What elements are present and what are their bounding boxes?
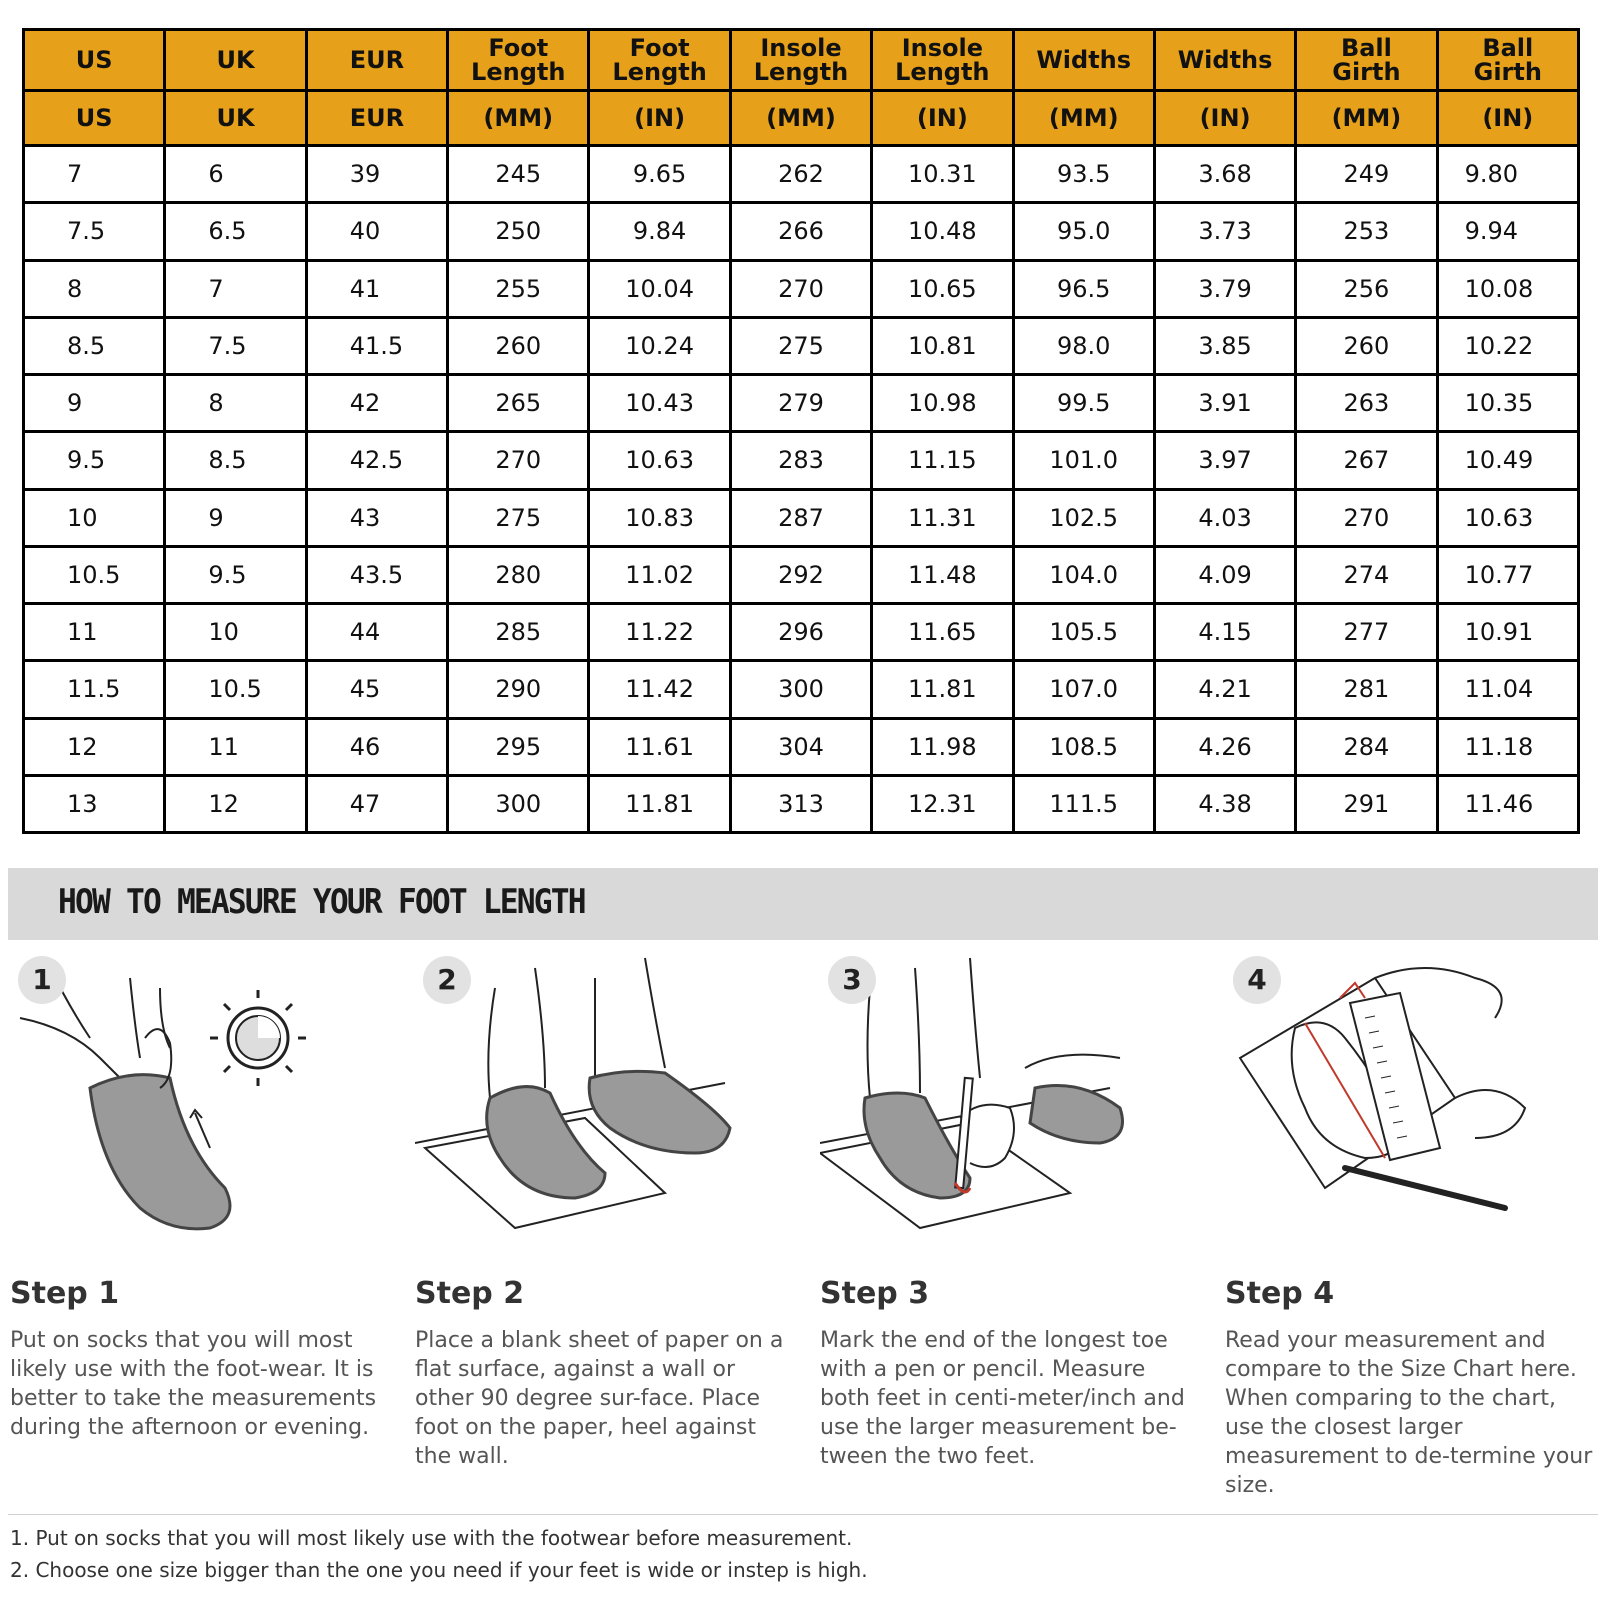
cell-foot-length-mm: 295 xyxy=(448,718,589,775)
header-row-units xyxy=(24,91,1579,146)
cell-foot-length-in: 11.22 xyxy=(589,604,730,661)
cell-ball-girth-mm: 260 xyxy=(1296,317,1437,374)
size-chart-table xyxy=(22,28,1580,834)
cell-eur: 42 xyxy=(306,375,447,432)
cell-ball-girth-in: 9.80 xyxy=(1437,146,1578,203)
cell-ball-girth-in: 11.18 xyxy=(1437,718,1578,775)
socks-illustration xyxy=(10,948,390,1248)
unit-header-uk: UK xyxy=(165,91,306,146)
cell-ball-girth-in: 10.49 xyxy=(1437,432,1578,489)
cell-widths-in: 4.21 xyxy=(1154,661,1295,718)
header-foot-length-in: Foot Length xyxy=(589,30,730,91)
unit-header-widths-in: (IN) xyxy=(1154,91,1295,146)
cell-ball-girth-mm: 263 xyxy=(1296,375,1437,432)
cell-insole-length-in: 11.31 xyxy=(872,489,1013,546)
unit-header-insole-length-in: (IN) xyxy=(872,91,1013,146)
cell-eur: 41.5 xyxy=(306,317,447,374)
header-widths-mm: Widths xyxy=(1013,30,1154,91)
cell-widths-in: 4.26 xyxy=(1154,718,1295,775)
cell-foot-length-in: 9.65 xyxy=(589,146,730,203)
cell-foot-length-in: 10.83 xyxy=(589,489,730,546)
cell-foot-length-mm: 285 xyxy=(448,604,589,661)
cell-foot-length-in: 10.63 xyxy=(589,432,730,489)
cell-eur: 43 xyxy=(306,489,447,546)
table-row xyxy=(24,317,1579,374)
cell-uk: 10 xyxy=(165,604,306,661)
cell-insole-length-in: 11.15 xyxy=(872,432,1013,489)
cell-widths-mm: 105.5 xyxy=(1013,604,1154,661)
unit-header-eur: EUR xyxy=(306,91,447,146)
cell-uk: 9 xyxy=(165,489,306,546)
clock-icon xyxy=(210,990,306,1086)
cell-insole-length-mm: 287 xyxy=(730,489,871,546)
cell-uk: 10.5 xyxy=(165,661,306,718)
cell-us: 7 xyxy=(24,146,165,203)
cell-eur: 45 xyxy=(306,661,447,718)
cell-ball-girth-in: 10.77 xyxy=(1437,546,1578,603)
step-4 xyxy=(1225,948,1600,1508)
unit-header-ball-girth-mm: (MM) xyxy=(1296,91,1437,146)
cell-widths-mm: 96.5 xyxy=(1013,260,1154,317)
cell-widths-in: 4.03 xyxy=(1154,489,1295,546)
cell-ball-girth-mm: 291 xyxy=(1296,775,1437,832)
header-row-top xyxy=(24,30,1579,91)
unit-header-insole-length-mm: (MM) xyxy=(730,91,871,146)
cell-foot-length-mm: 260 xyxy=(448,317,589,374)
header-us: US xyxy=(24,30,165,91)
header-eur: EUR xyxy=(306,30,447,91)
pencil-mark-illustration xyxy=(820,948,1200,1248)
cell-insole-length-mm: 266 xyxy=(730,203,871,260)
cell-foot-length-mm: 255 xyxy=(448,260,589,317)
cell-foot-length-mm: 300 xyxy=(448,775,589,832)
cell-eur: 44 xyxy=(306,604,447,661)
header-uk: UK xyxy=(165,30,306,91)
step-description: Mark the end of the longest toe with a pen or pencil. Measure both feet in centi-meter/inch and use the larger measurement be-tween the two feet. xyxy=(820,1328,1185,1469)
cell-us: 10.5 xyxy=(24,546,165,603)
cell-eur: 47 xyxy=(306,775,447,832)
cell-insole-length-mm: 262 xyxy=(730,146,871,203)
cell-uk: 11 xyxy=(165,718,306,775)
cell-foot-length-mm: 250 xyxy=(448,203,589,260)
cell-uk: 6 xyxy=(165,146,306,203)
table-header xyxy=(24,30,1579,146)
cell-widths-mm: 107.0 xyxy=(1013,661,1154,718)
cell-ball-girth-in: 11.46 xyxy=(1437,775,1578,832)
table-row xyxy=(24,546,1579,603)
header-ball-girth-mm: Ball Girth xyxy=(1296,30,1437,91)
cell-insole-length-mm: 279 xyxy=(730,375,871,432)
cell-ball-girth-in: 9.94 xyxy=(1437,203,1578,260)
unit-header-us: US xyxy=(24,91,165,146)
cell-ball-girth-mm: 249 xyxy=(1296,146,1437,203)
cell-ball-girth-in: 11.04 xyxy=(1437,661,1578,718)
cell-us: 8 xyxy=(24,260,165,317)
unit-header-widths-mm: (MM) xyxy=(1013,91,1154,146)
cell-widths-in: 3.97 xyxy=(1154,432,1295,489)
table-row xyxy=(24,203,1579,260)
cell-insole-length-in: 10.65 xyxy=(872,260,1013,317)
paper-illustration xyxy=(415,948,795,1248)
table-row xyxy=(24,432,1579,489)
cell-insole-length-in: 11.48 xyxy=(872,546,1013,603)
step-number-badge: 1 xyxy=(18,956,66,1004)
cell-insole-length-in: 10.31 xyxy=(872,146,1013,203)
cell-widths-mm: 102.5 xyxy=(1013,489,1154,546)
guide-title: HOW TO MEASURE YOUR FOOT LENGTH xyxy=(58,882,585,922)
cell-ball-girth-mm: 253 xyxy=(1296,203,1437,260)
step-number-badge: 3 xyxy=(828,956,876,1004)
step-title: Step 3 xyxy=(820,1276,930,1311)
cell-ball-girth-mm: 274 xyxy=(1296,546,1437,603)
cell-foot-length-in: 10.24 xyxy=(589,317,730,374)
table-body xyxy=(24,146,1579,833)
cell-foot-length-mm: 270 xyxy=(448,432,589,489)
cell-insole-length-mm: 313 xyxy=(730,775,871,832)
cell-widths-mm: 98.0 xyxy=(1013,317,1154,374)
step-number-badge: 4 xyxy=(1233,956,1281,1004)
cell-foot-length-in: 10.43 xyxy=(589,375,730,432)
cell-uk: 7.5 xyxy=(165,317,306,374)
cell-insole-length-mm: 275 xyxy=(730,317,871,374)
cell-insole-length-mm: 283 xyxy=(730,432,871,489)
header-ball-girth-in: Ball Girth xyxy=(1437,30,1578,91)
cell-uk: 12 xyxy=(165,775,306,832)
cell-eur: 43.5 xyxy=(306,546,447,603)
cell-foot-length-mm: 245 xyxy=(448,146,589,203)
cell-widths-in: 3.68 xyxy=(1154,146,1295,203)
cell-widths-in: 4.15 xyxy=(1154,604,1295,661)
cell-us: 12 xyxy=(24,718,165,775)
cell-widths-mm: 101.0 xyxy=(1013,432,1154,489)
cell-ball-girth-in: 10.08 xyxy=(1437,260,1578,317)
header-widths-in: Widths xyxy=(1154,30,1295,91)
unit-header-ball-girth-in: (IN) xyxy=(1437,91,1578,146)
cell-insole-length-in: 10.81 xyxy=(872,317,1013,374)
cell-widths-in: 3.79 xyxy=(1154,260,1295,317)
cell-insole-length-in: 11.98 xyxy=(872,718,1013,775)
cell-ball-girth-mm: 277 xyxy=(1296,604,1437,661)
cell-us: 9.5 xyxy=(24,432,165,489)
cell-insole-length-mm: 292 xyxy=(730,546,871,603)
step-description: Read your measurement and compare to the Size Chart here. When comparing to the chart, use the closest larger measurement to de-termine your size. xyxy=(1225,1328,1593,1498)
cell-widths-mm: 99.5 xyxy=(1013,375,1154,432)
cell-insole-length-in: 11.81 xyxy=(872,661,1013,718)
step-description: Put on socks that you will most likely use with the foot-wear. It is better to take the measurements during the afternoon or evening. xyxy=(10,1328,377,1440)
cell-widths-mm: 93.5 xyxy=(1013,146,1154,203)
cell-widths-mm: 111.5 xyxy=(1013,775,1154,832)
cell-insole-length-mm: 300 xyxy=(730,661,871,718)
cell-foot-length-in: 11.61 xyxy=(589,718,730,775)
note-size-up: 2. Choose one size bigger than the one you need if your feet is wide or instep is high. xyxy=(10,1558,868,1582)
cell-us: 8.5 xyxy=(24,317,165,374)
cell-widths-in: 4.09 xyxy=(1154,546,1295,603)
cell-foot-length-mm: 280 xyxy=(448,546,589,603)
table-row xyxy=(24,489,1579,546)
cell-foot-length-in: 11.02 xyxy=(589,546,730,603)
cell-uk: 9.5 xyxy=(165,546,306,603)
table-row xyxy=(24,146,1579,203)
cell-widths-in: 4.38 xyxy=(1154,775,1295,832)
step-1 xyxy=(10,948,390,1508)
table-row xyxy=(24,718,1579,775)
cell-us: 13 xyxy=(24,775,165,832)
cell-foot-length-in: 11.81 xyxy=(589,775,730,832)
step-description: Place a blank sheet of paper on a flat surface, against a wall or other 90 degree sur-face. Place foot on the paper, heel against the wall. xyxy=(415,1328,784,1469)
table-row xyxy=(24,661,1579,718)
header-insole-length-mm: Insole Length xyxy=(730,30,871,91)
cell-us: 11.5 xyxy=(24,661,165,718)
cell-uk: 8.5 xyxy=(165,432,306,489)
cell-ball-girth-mm: 281 xyxy=(1296,661,1437,718)
guide-banner xyxy=(8,868,1598,940)
cell-widths-mm: 104.0 xyxy=(1013,546,1154,603)
step-3 xyxy=(820,948,1200,1508)
cell-uk: 6.5 xyxy=(165,203,306,260)
note-socks: 1. Put on socks that you will most likely use with the footwear before measurement. xyxy=(10,1526,853,1550)
cell-insole-length-mm: 270 xyxy=(730,260,871,317)
cell-ball-girth-in: 10.63 xyxy=(1437,489,1578,546)
cell-insole-length-mm: 296 xyxy=(730,604,871,661)
step-title: Step 2 xyxy=(415,1276,525,1311)
cell-foot-length-mm: 290 xyxy=(448,661,589,718)
table-row xyxy=(24,604,1579,661)
cell-ball-girth-mm: 256 xyxy=(1296,260,1437,317)
cell-ball-girth-in: 10.22 xyxy=(1437,317,1578,374)
cell-insole-length-in: 11.65 xyxy=(872,604,1013,661)
cell-insole-length-mm: 304 xyxy=(730,718,871,775)
cell-ball-girth-mm: 270 xyxy=(1296,489,1437,546)
step-title: Step 1 xyxy=(10,1276,120,1311)
cell-ball-girth-mm: 267 xyxy=(1296,432,1437,489)
ruler-illustration xyxy=(1225,948,1600,1248)
divider xyxy=(8,1514,1598,1515)
cell-widths-mm: 95.0 xyxy=(1013,203,1154,260)
step-title: Step 4 xyxy=(1225,1276,1335,1311)
cell-foot-length-mm: 265 xyxy=(448,375,589,432)
cell-widths-mm: 108.5 xyxy=(1013,718,1154,775)
cell-widths-in: 3.73 xyxy=(1154,203,1295,260)
cell-ball-girth-mm: 284 xyxy=(1296,718,1437,775)
table-row xyxy=(24,260,1579,317)
cell-insole-length-in: 10.48 xyxy=(872,203,1013,260)
header-insole-length-in: Insole Length xyxy=(872,30,1013,91)
cell-ball-girth-in: 10.91 xyxy=(1437,604,1578,661)
table-row xyxy=(24,775,1579,832)
cell-widths-in: 3.85 xyxy=(1154,317,1295,374)
cell-uk: 7 xyxy=(165,260,306,317)
cell-foot-length-in: 10.04 xyxy=(589,260,730,317)
cell-eur: 41 xyxy=(306,260,447,317)
cell-widths-in: 3.91 xyxy=(1154,375,1295,432)
cell-us: 11 xyxy=(24,604,165,661)
unit-header-foot-length-in: (IN) xyxy=(589,91,730,146)
header-foot-length-mm: Foot Length xyxy=(448,30,589,91)
cell-foot-length-in: 9.84 xyxy=(589,203,730,260)
cell-foot-length-in: 11.42 xyxy=(589,661,730,718)
cell-us: 10 xyxy=(24,489,165,546)
cell-eur: 39 xyxy=(306,146,447,203)
table-row xyxy=(24,375,1579,432)
cell-eur: 46 xyxy=(306,718,447,775)
cell-us: 7.5 xyxy=(24,203,165,260)
step-2 xyxy=(415,948,795,1508)
cell-insole-length-in: 10.98 xyxy=(872,375,1013,432)
step-number-badge: 2 xyxy=(423,956,471,1004)
cell-eur: 40 xyxy=(306,203,447,260)
cell-ball-girth-in: 10.35 xyxy=(1437,375,1578,432)
unit-header-foot-length-mm: (MM) xyxy=(448,91,589,146)
cell-eur: 42.5 xyxy=(306,432,447,489)
cell-insole-length-in: 12.31 xyxy=(872,775,1013,832)
cell-foot-length-mm: 275 xyxy=(448,489,589,546)
cell-uk: 8 xyxy=(165,375,306,432)
cell-us: 9 xyxy=(24,375,165,432)
